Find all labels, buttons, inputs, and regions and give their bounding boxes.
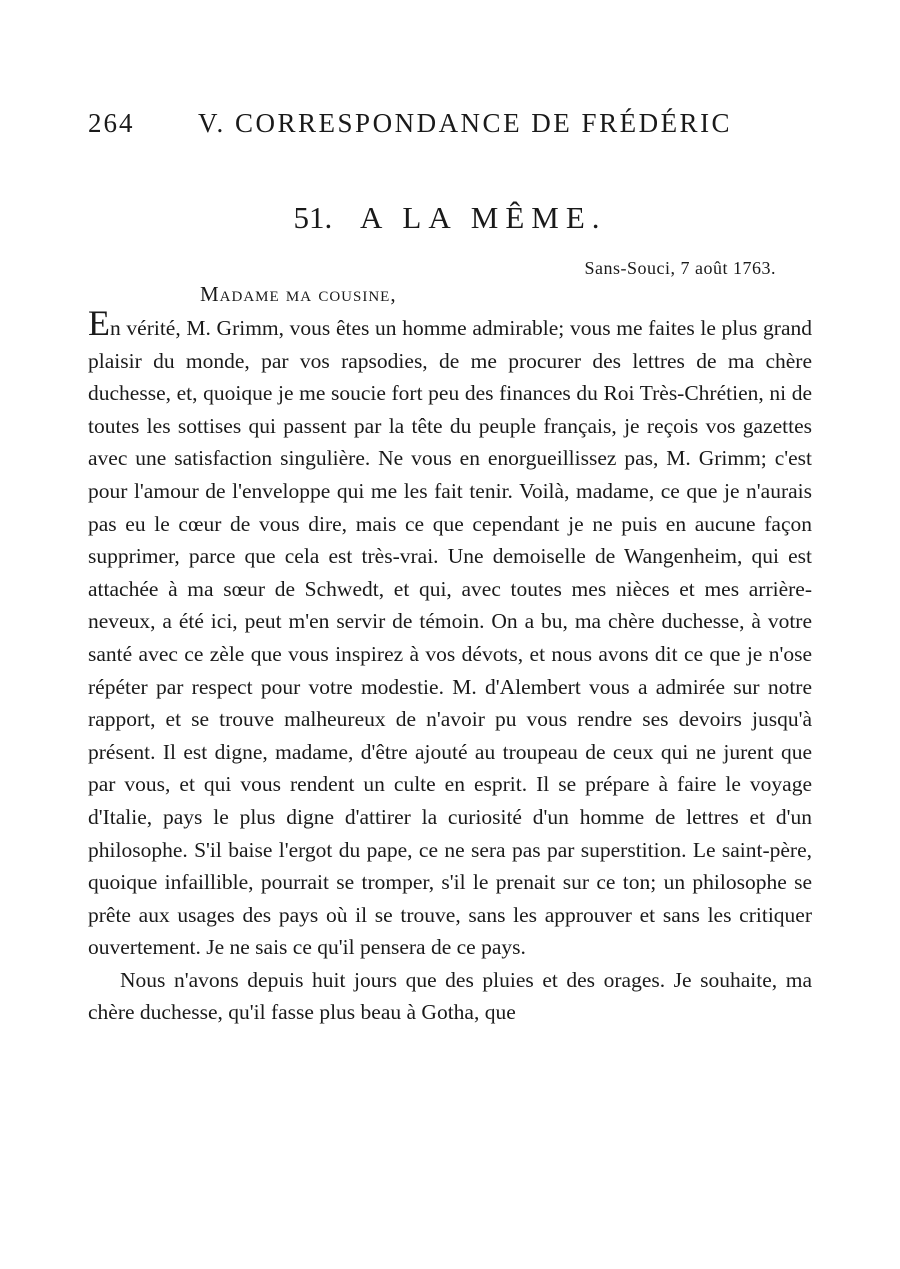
dateline: Sans-Souci, 7 août 1763. — [584, 258, 776, 278]
salutation: Madame ma cousine, — [200, 282, 397, 306]
running-head — [88, 108, 808, 148]
letter-number: 51. — [293, 200, 333, 235]
page-number: 264 — [88, 108, 135, 138]
letter-heading: A LA MÊME. — [359, 200, 607, 235]
paragraph-1-text: n vérité, M. Grimm, vous êtes un homme admirable; vous me faites le plus grand plaisir du monde, par vos rapsodies, de me procurer des lettres de ma chère duchesse, et, quoique je me soucie fort peu des finances du Roi Très-Chrétien, ni de toutes les sottises qui passent par la tête du peuple français, je reçois vos gazettes avec une satisfaction singulière. Ne vous en enorgueillissez pas, M. Grimm; c'est pour l'amour de l'enveloppe qui me les fait tenir. Voilà, madame, ce que je n'aurais pas eu le cœur de vous dire, mais ce que cependant je ne puis en aucune façon supprimer, parce que cela est très-vrai. Une demoiselle de Wangenheim, qui est attachée à ma sœur de Schwedt, et qui, avec toutes mes nièces et mes arrière-neveux, a été ici, peut m'en servir de témoin. On a bu, ma chère duchesse, à votre santé avec ce zèle que vous inspirez à vos dévots, et nous avons dit ce que je n'ose répéter par respect pour votre modestie. M. d'Alembert vous a admirée sur notre rapport, et se trouve malheureux de n'avoir pu vous rendre ses devoirs jusqu'à présent. Il est digne, madame, d'être ajouté au troupeau de ceux qui ne jurent que par vous, et qui vous rendent un culte en esprit. Il se prépare à faire le voyage d'Italie, pays le plus digne d'attirer la curiosité d'un homme de lettres et d'un philosophe. S'il baise l'ergot du pape, ce ne sera pas par superstition. Le saint-père, quoique infaillible, pourrait se tromper, s'il le prenait sur ce ton; un philosophe se prête aux usages des pays où il se trouve, sans les approuver et sans les critiquer ouvertement. Je ne sais ce qu'il pensera de ce pays. — [88, 316, 812, 960]
letter-body — [88, 303, 812, 1029]
running-title: V. CORRESPONDANCE DE FRÉDÉRIC — [198, 108, 733, 138]
letter-title — [0, 200, 900, 236]
paragraph-1 — [88, 303, 812, 964]
paragraph-2: Nous n'avons depuis huit jours que des pluies et des orages. Je souhaite, ma chère duchesse, qu'il fasse plus beau à Gotha, que — [88, 967, 812, 1025]
drop-cap: E — [88, 303, 110, 343]
